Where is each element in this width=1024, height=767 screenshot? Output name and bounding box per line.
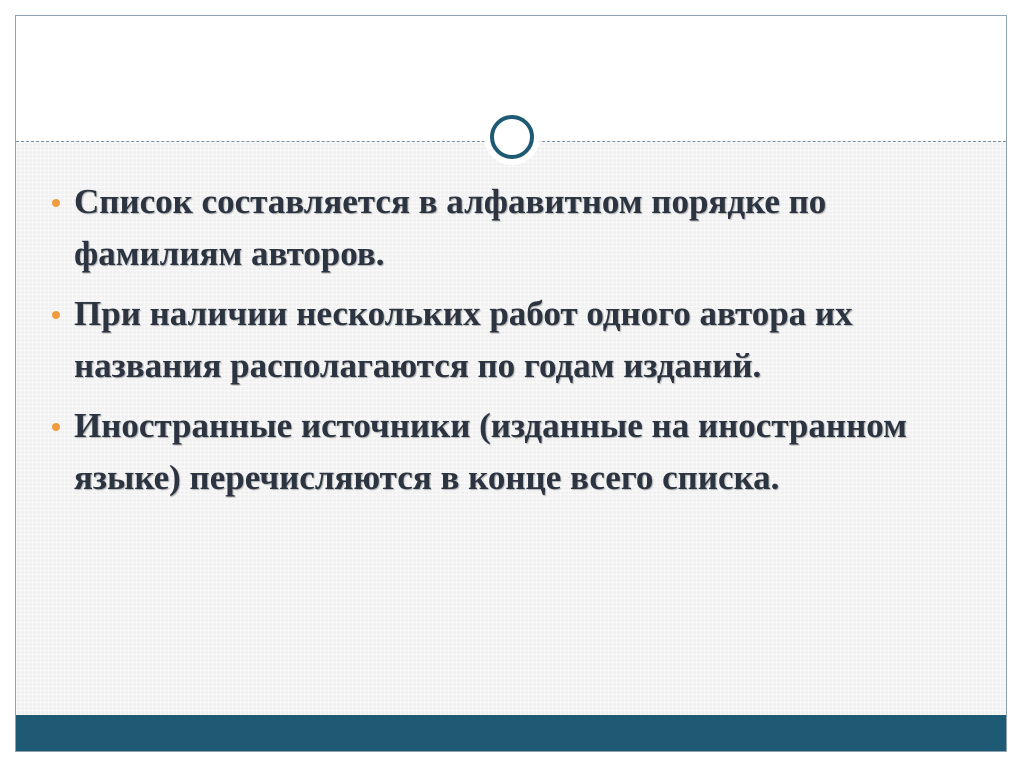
- list-item: [48, 176, 978, 280]
- bullet-text: При наличии нескольких работ одного автора их названия располагаются по годам изданий.: [74, 294, 853, 385]
- bullet-text: Список составляется в алфавитном порядке по фамилиям авторов.: [74, 182, 827, 273]
- bullet-text: Иностранные источники (изданные на иностранном языке) перечисляются в конце всего списка.: [74, 406, 907, 497]
- slide: [15, 15, 1007, 752]
- bullet-dot-icon: [52, 199, 60, 207]
- footer-bar: [16, 715, 1006, 751]
- list-item: [48, 288, 978, 392]
- bullet-dot-icon: [52, 311, 60, 319]
- circle-ring-icon: [490, 115, 534, 159]
- bullet-list: [48, 176, 978, 512]
- bullet-dot-icon: [52, 423, 60, 431]
- list-item: [48, 400, 978, 504]
